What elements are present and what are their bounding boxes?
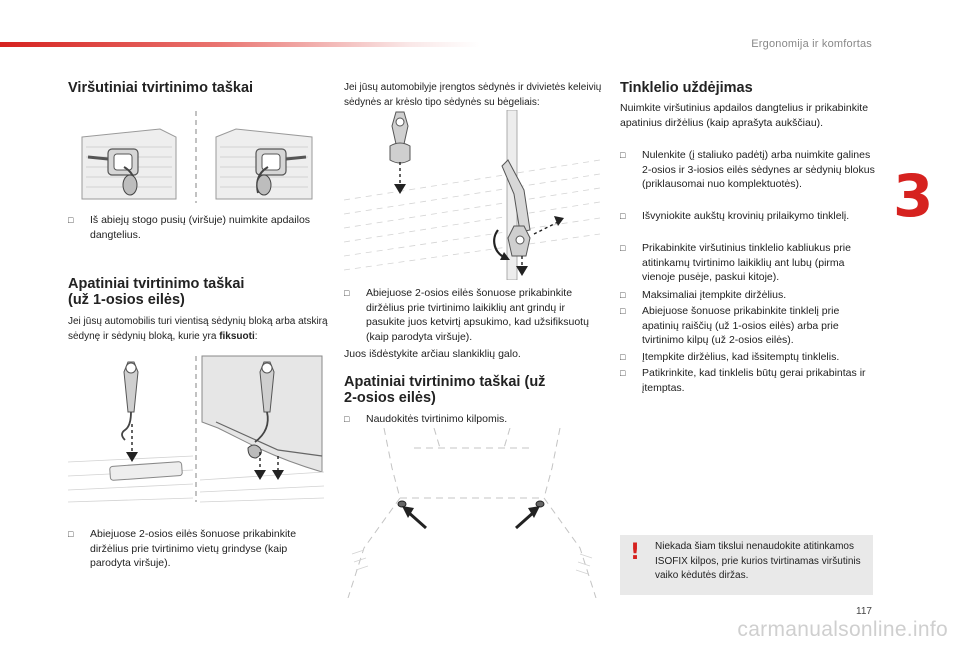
section-title-lower-points-row1: Apatiniai tvirtinimo taškai (už 1-osios eilės) [68, 276, 245, 308]
checkbox-bullet-icon: □ [620, 290, 626, 300]
figure-floor-anchors-row1 [68, 352, 326, 507]
warning-text: Niekada šiam tikslui nenaudokite atitinkamos ISOFIX kilpos, prie kurios tvirtinamas viršutinis vaiko kėdutės diržas. [655, 541, 861, 581]
section-title-net-installation: Tinklelio uždėjimas [620, 80, 753, 96]
bullet-attach-rail-anchors: □ Abiejuose 2-osios eilės šonuose prikabinkite diržėlius prie tvirtinimo laikiklių ant grindų ir pasukite juos ketvirtį apsukimo, kad užsifiksuotų (kaip parodyta viršuje). [344, 287, 589, 343]
checkbox-bullet-icon: □ [620, 306, 626, 316]
net-step-1: □ Nulenkite (į staliuko padėtį) arba nuimkite galines 2-osios ir 3-iosios eilės sėdynes ar sėdynių blokus (priklausomai nuo komplektuotės). [620, 149, 875, 190]
checkbox-bullet-icon: □ [344, 414, 350, 424]
paragraph-seats-with-rails: Jei jūsų automobilyje įrengtos sėdynės ir dvivietės keleivių sėdynės ar krėslo tipo sėdynės su bėgeliais: [344, 82, 602, 108]
section-title-lower-points-row2: Apatiniai tvirtinimo taškai (už 2-osios eilės) [344, 374, 546, 406]
section-title-upper-points: Viršutiniai tvirtinimo taškai [68, 80, 254, 96]
page-number: 117 [856, 606, 872, 617]
net-step-4: □ Maksimaliai įtempkite diržėlius. [620, 289, 787, 301]
checkbox-bullet-icon: □ [620, 243, 626, 253]
paragraph-net-intro: Nuimkite viršutinius apdailos dangtelius ir prikabinkite apatinius diržėlius (kaip aprašyta aukščiau). [620, 102, 869, 129]
checkbox-bullet-icon: □ [620, 352, 626, 362]
net-step-6: □ Įtempkite diržėlius, kad išsitemptų tinklelis. [620, 351, 840, 363]
checkbox-bullet-icon: □ [68, 215, 74, 225]
bullet-remove-covers: □ Iš abiejų stogo pusių (viršuje) nuimkite apdailos dangtelius. [68, 214, 311, 241]
header-accent-bar [0, 42, 480, 47]
checkbox-bullet-icon: □ [344, 288, 350, 298]
figure-rail-anchors [344, 110, 600, 280]
page-header-title: Ergonomija ir komfortas [751, 38, 872, 50]
checkbox-bullet-icon: □ [620, 211, 626, 221]
figure-roof-covers [68, 107, 326, 205]
net-step-3: □ Prikabinkite viršutinius tinklelio kabliukus prie atitinkamų tvirtinimo laikiklių ant lubų (pirma vienoje pusėje, paskui kitoje). [620, 242, 851, 283]
net-step-5: □ Abiejuose šonuose prikabinkite tinklelį prie apatinių raiščių (už 1-osios eilės) arba prie tvirtinimo kilpų (už 2-osios eilės). [620, 305, 840, 346]
checkbox-bullet-icon: □ [620, 368, 626, 378]
warning-box [620, 535, 873, 595]
bullet-use-loops: □ Naudokitės tvirtinimo kilpomis. [344, 413, 508, 425]
figure-cargo-loops [344, 428, 600, 598]
exclamation-icon: ! [630, 540, 641, 565]
watermark-text: carmanualsonline.info [737, 618, 948, 641]
checkbox-bullet-icon: □ [68, 529, 74, 539]
paragraph-fixed-seats: Jei jūsų automobilis turi vientisą sėdynių bloką arba atskirą sėdynę ir sėdynių bloką, kurie yra fiksuoti: [68, 316, 328, 342]
bullet-attach-floor-points: □ Abiejuose 2-osios eilės šonuose prikabinkite diržėlius prie tvirtinimo vietų grindyse (kaip parodyta viršuje). [68, 528, 297, 569]
net-step-2: □ Išvyniokite aukštų krovinių prilaikymo tinklelį. [620, 210, 850, 222]
checkbox-bullet-icon: □ [620, 150, 626, 160]
note-place-near-sliders: Juos išdėstykite arčiau slankiklių galo. [344, 348, 521, 360]
chapter-number: 3 [893, 162, 934, 230]
net-step-7: □ Patikrinkite, kad tinklelis būtų gerai prikabintas ir įtemptas. [620, 367, 866, 394]
